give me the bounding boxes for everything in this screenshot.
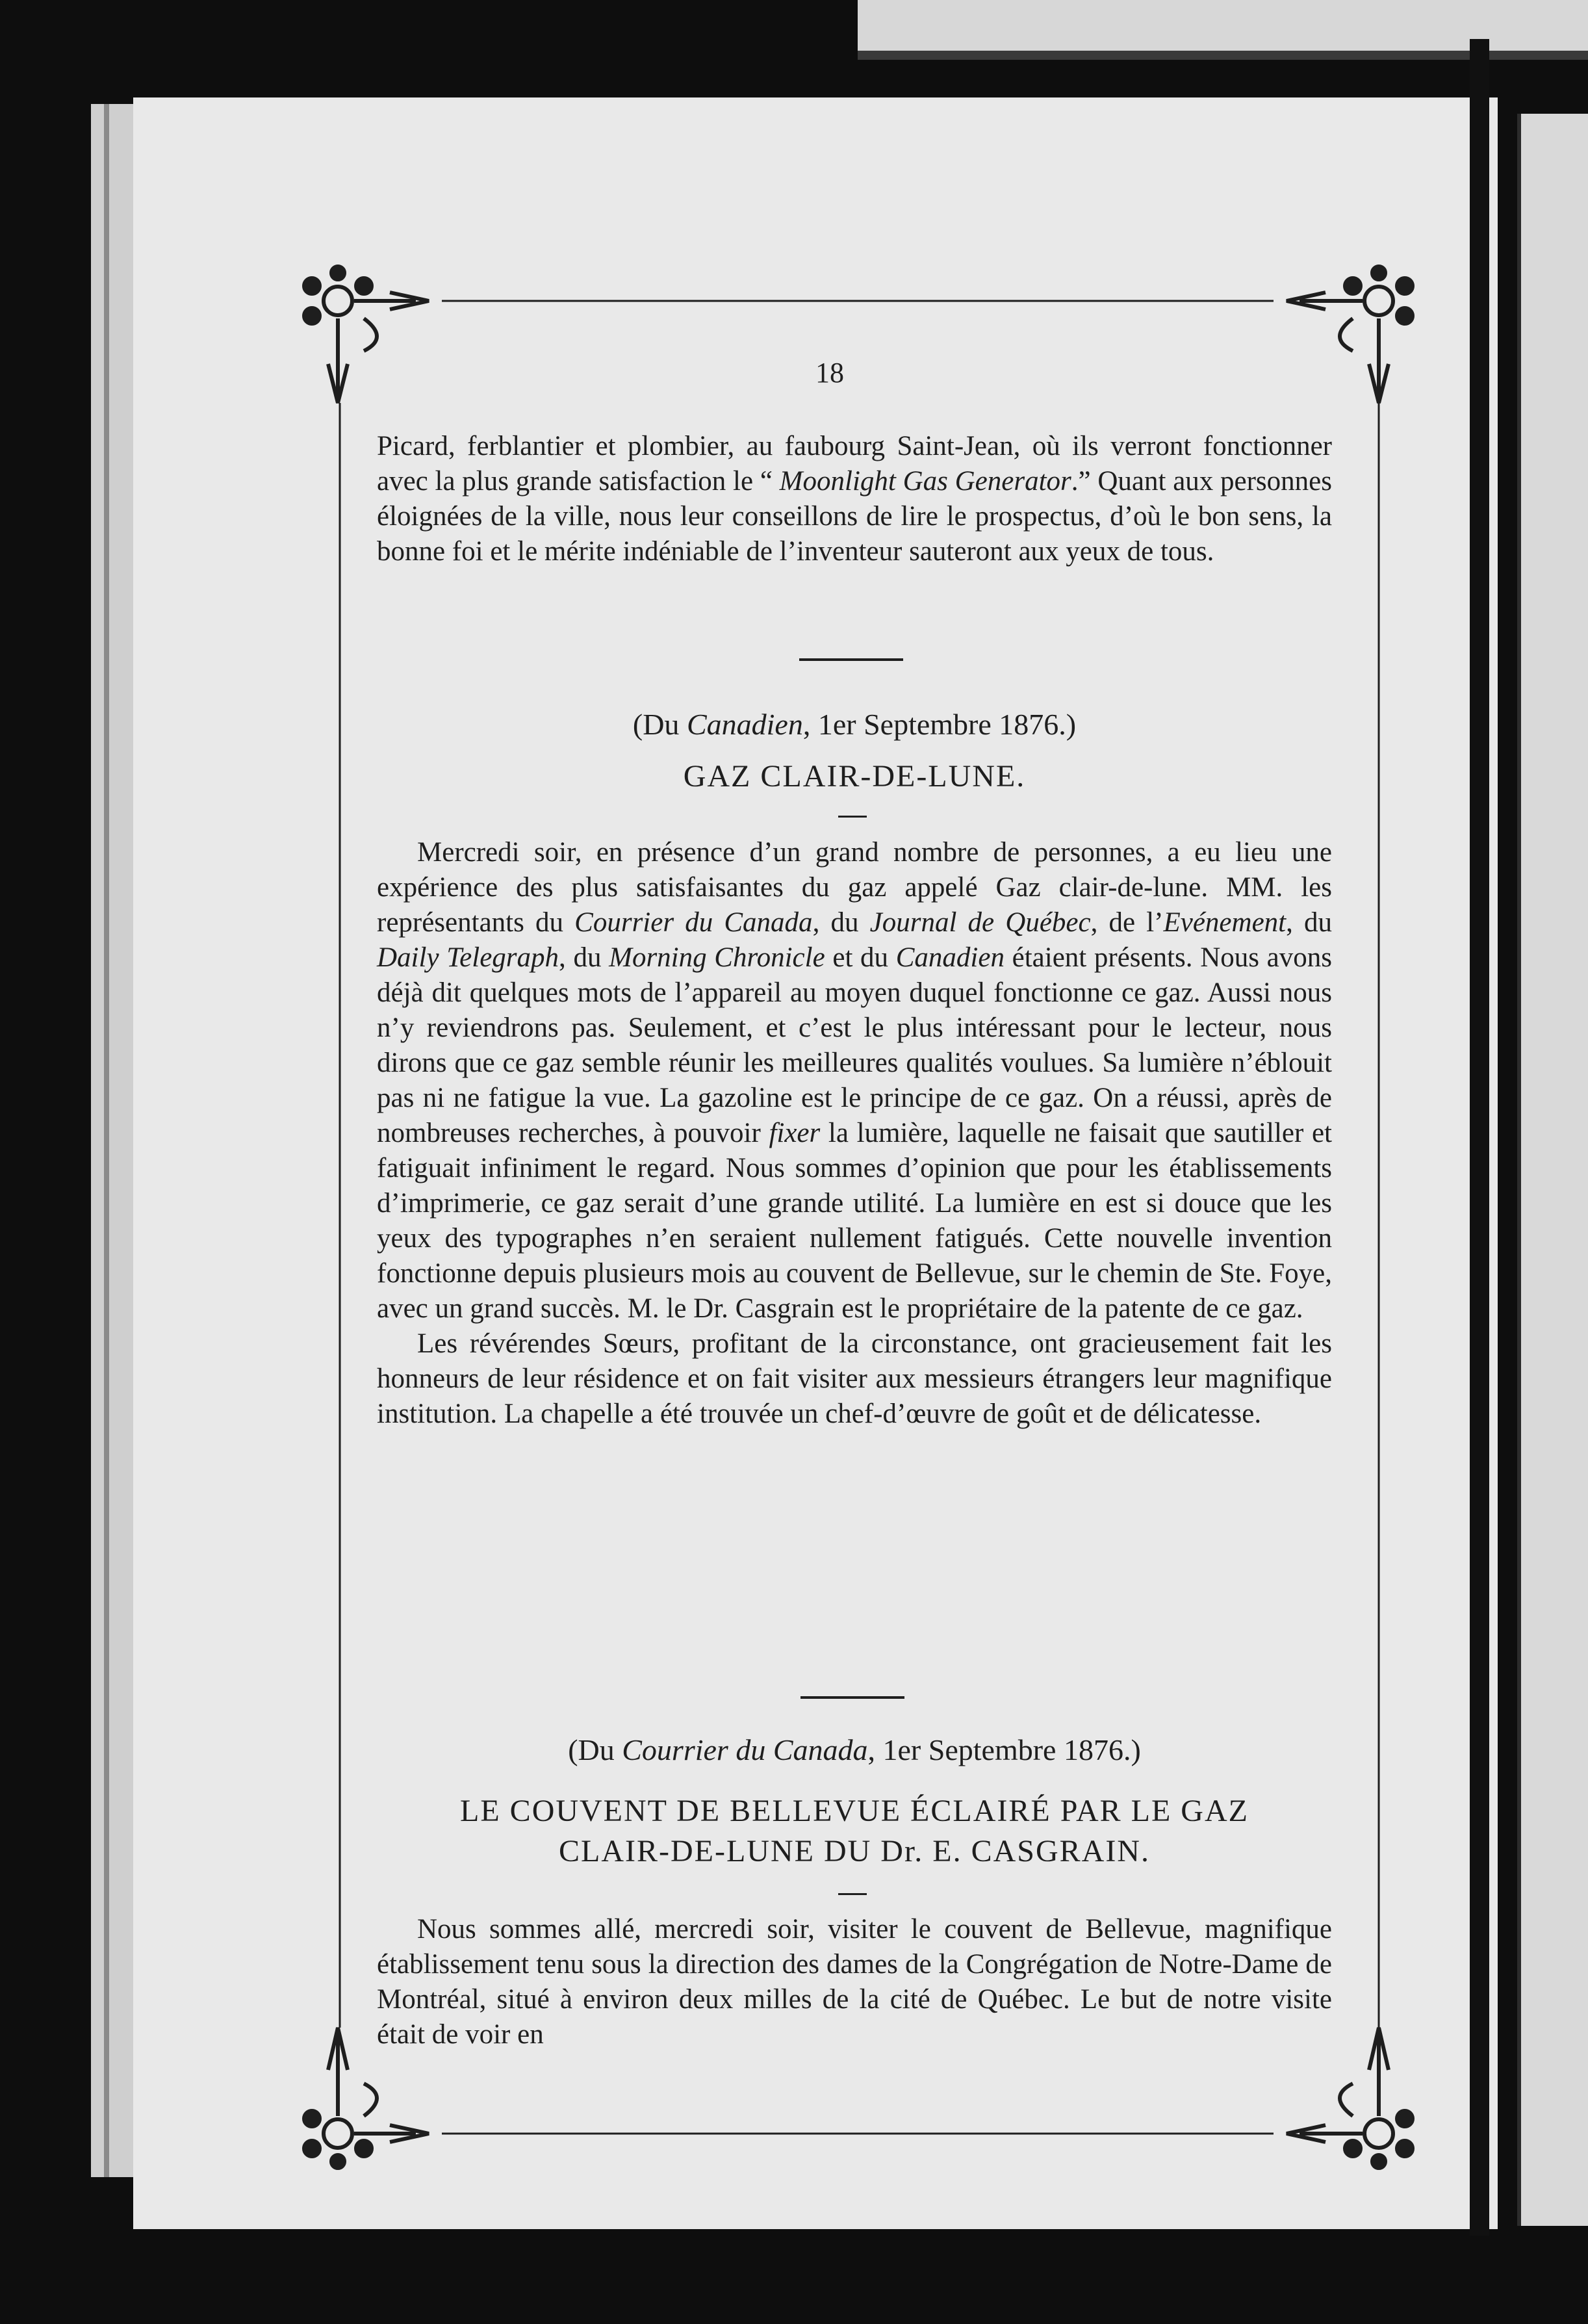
paragraph-continuation: Picard, ferblantier et plombier, au faubourg Saint-Jean, où ils verront fonctionner avec la plus grande satisfaction le “ Moonlight Gas Generator.” Quant aux personnes éloignées de la ville, nous leur conseillons de lire le prospectus, d’où le bon sens, la bonne foi et le mérite indéniable de l’inventeur sauteront aux yeux de tous.: [377, 431, 1332, 567]
article-body-1: Mercredi soir, en présence d’un grand nombre de personnes, a eu lieu une expérience des plus satisfaisantes du gaz appelé Gaz clair-de-lune. MM. les représentants du Courrier du Canada, du Journal de Québec, de l’Evénement, du Daily Telegraph, du Morning Chronicle et du Canadien étaient présents. Nous avons déjà dit quelques mots de l’appareil au moyen duquel fonctionne ce gaz. Aussi nous n’y reviendrons pas. Seulement, et c’est le plus intéressant pour le lecteur, nous dirons que ce gaz semble réunir les meilleures qualités voulues. Sa lumière n’éblouit pas ni ne fatigue la vue. La gazoline est le principe de ce gaz. On a réussi, après de nombreuses recherches, à pouvoir fixer la lumière, laquelle ne faisait que sautiller et fatiguait infiniment le regard. Nous sommes d’opinion que pour les établissements d’imprimerie, ce gaz serait d’une grande utilité. La lumière en est si douce que les yeux des typographes n’en seraient nullement fatigués. Cette nouvelle invention fonctionne depuis plusieurs mois au couvent de Bellevue, sur le chemin de Ste. Foye, avec un grand succès. M. le Dr. Casgrain est le propriétaire de la patente de ce gaz. Les révérendes Sœurs, profitant de la circonstance, ont gracieusement fait les honneurs de leur résidence et on fait visiter aux messieurs étrangers leur magnifique institution. La chapelle a été trouvée un chef-d’œuvre de goût et de délicatesse.: [377, 835, 1332, 1432]
page-gutter: [1470, 39, 1489, 2236]
section-divider-1: [799, 658, 903, 661]
page-number: 18: [815, 357, 844, 389]
book-spine: [91, 104, 137, 2177]
article-heading-1: GAZ CLAIR-DE-LUNE.: [683, 759, 1026, 794]
article-body-2: Nous sommes allé, mercredi soir, visiter le couvent de Bellevue, magnifique établissement tenu sous la direction des dames de la Congrégation de Notre-Dame de Montréal, situé à environ deux milles de la cité de Québec. Le but de notre visite était de voir en: [377, 1914, 1332, 2050]
article-body-1-paragraph-2: Les révérendes Sœurs, profitant de la circonstance, ont gracieusement fait les honneurs de leur résidence et on fait visiter aux messieurs étrangers leur magnifique institution. La chapelle a été trouvée un chef-d’œuvre de goût et de délicatesse.: [377, 1328, 1332, 1429]
article-heading-2: LE COUVENT DE BELLEVUE ÉCLAIRÉ PAR LE GAZ CLAIR-DE-LUNE DU Dr. E. CASGRAIN.: [460, 1794, 1249, 1868]
section-divider-2: [800, 1696, 904, 1699]
heading-dash-1: [838, 816, 867, 818]
heading-dash-2: [838, 1893, 867, 1895]
book-spine-line: [104, 104, 109, 2177]
facing-page-edge: [1517, 114, 1588, 2226]
source-citation-1: (Du Canadien, 1er Septembre 1876.): [632, 708, 1077, 741]
source-citation-2: (Du Courrier du Canada, 1er Septembre 1876.): [568, 1733, 1141, 1766]
